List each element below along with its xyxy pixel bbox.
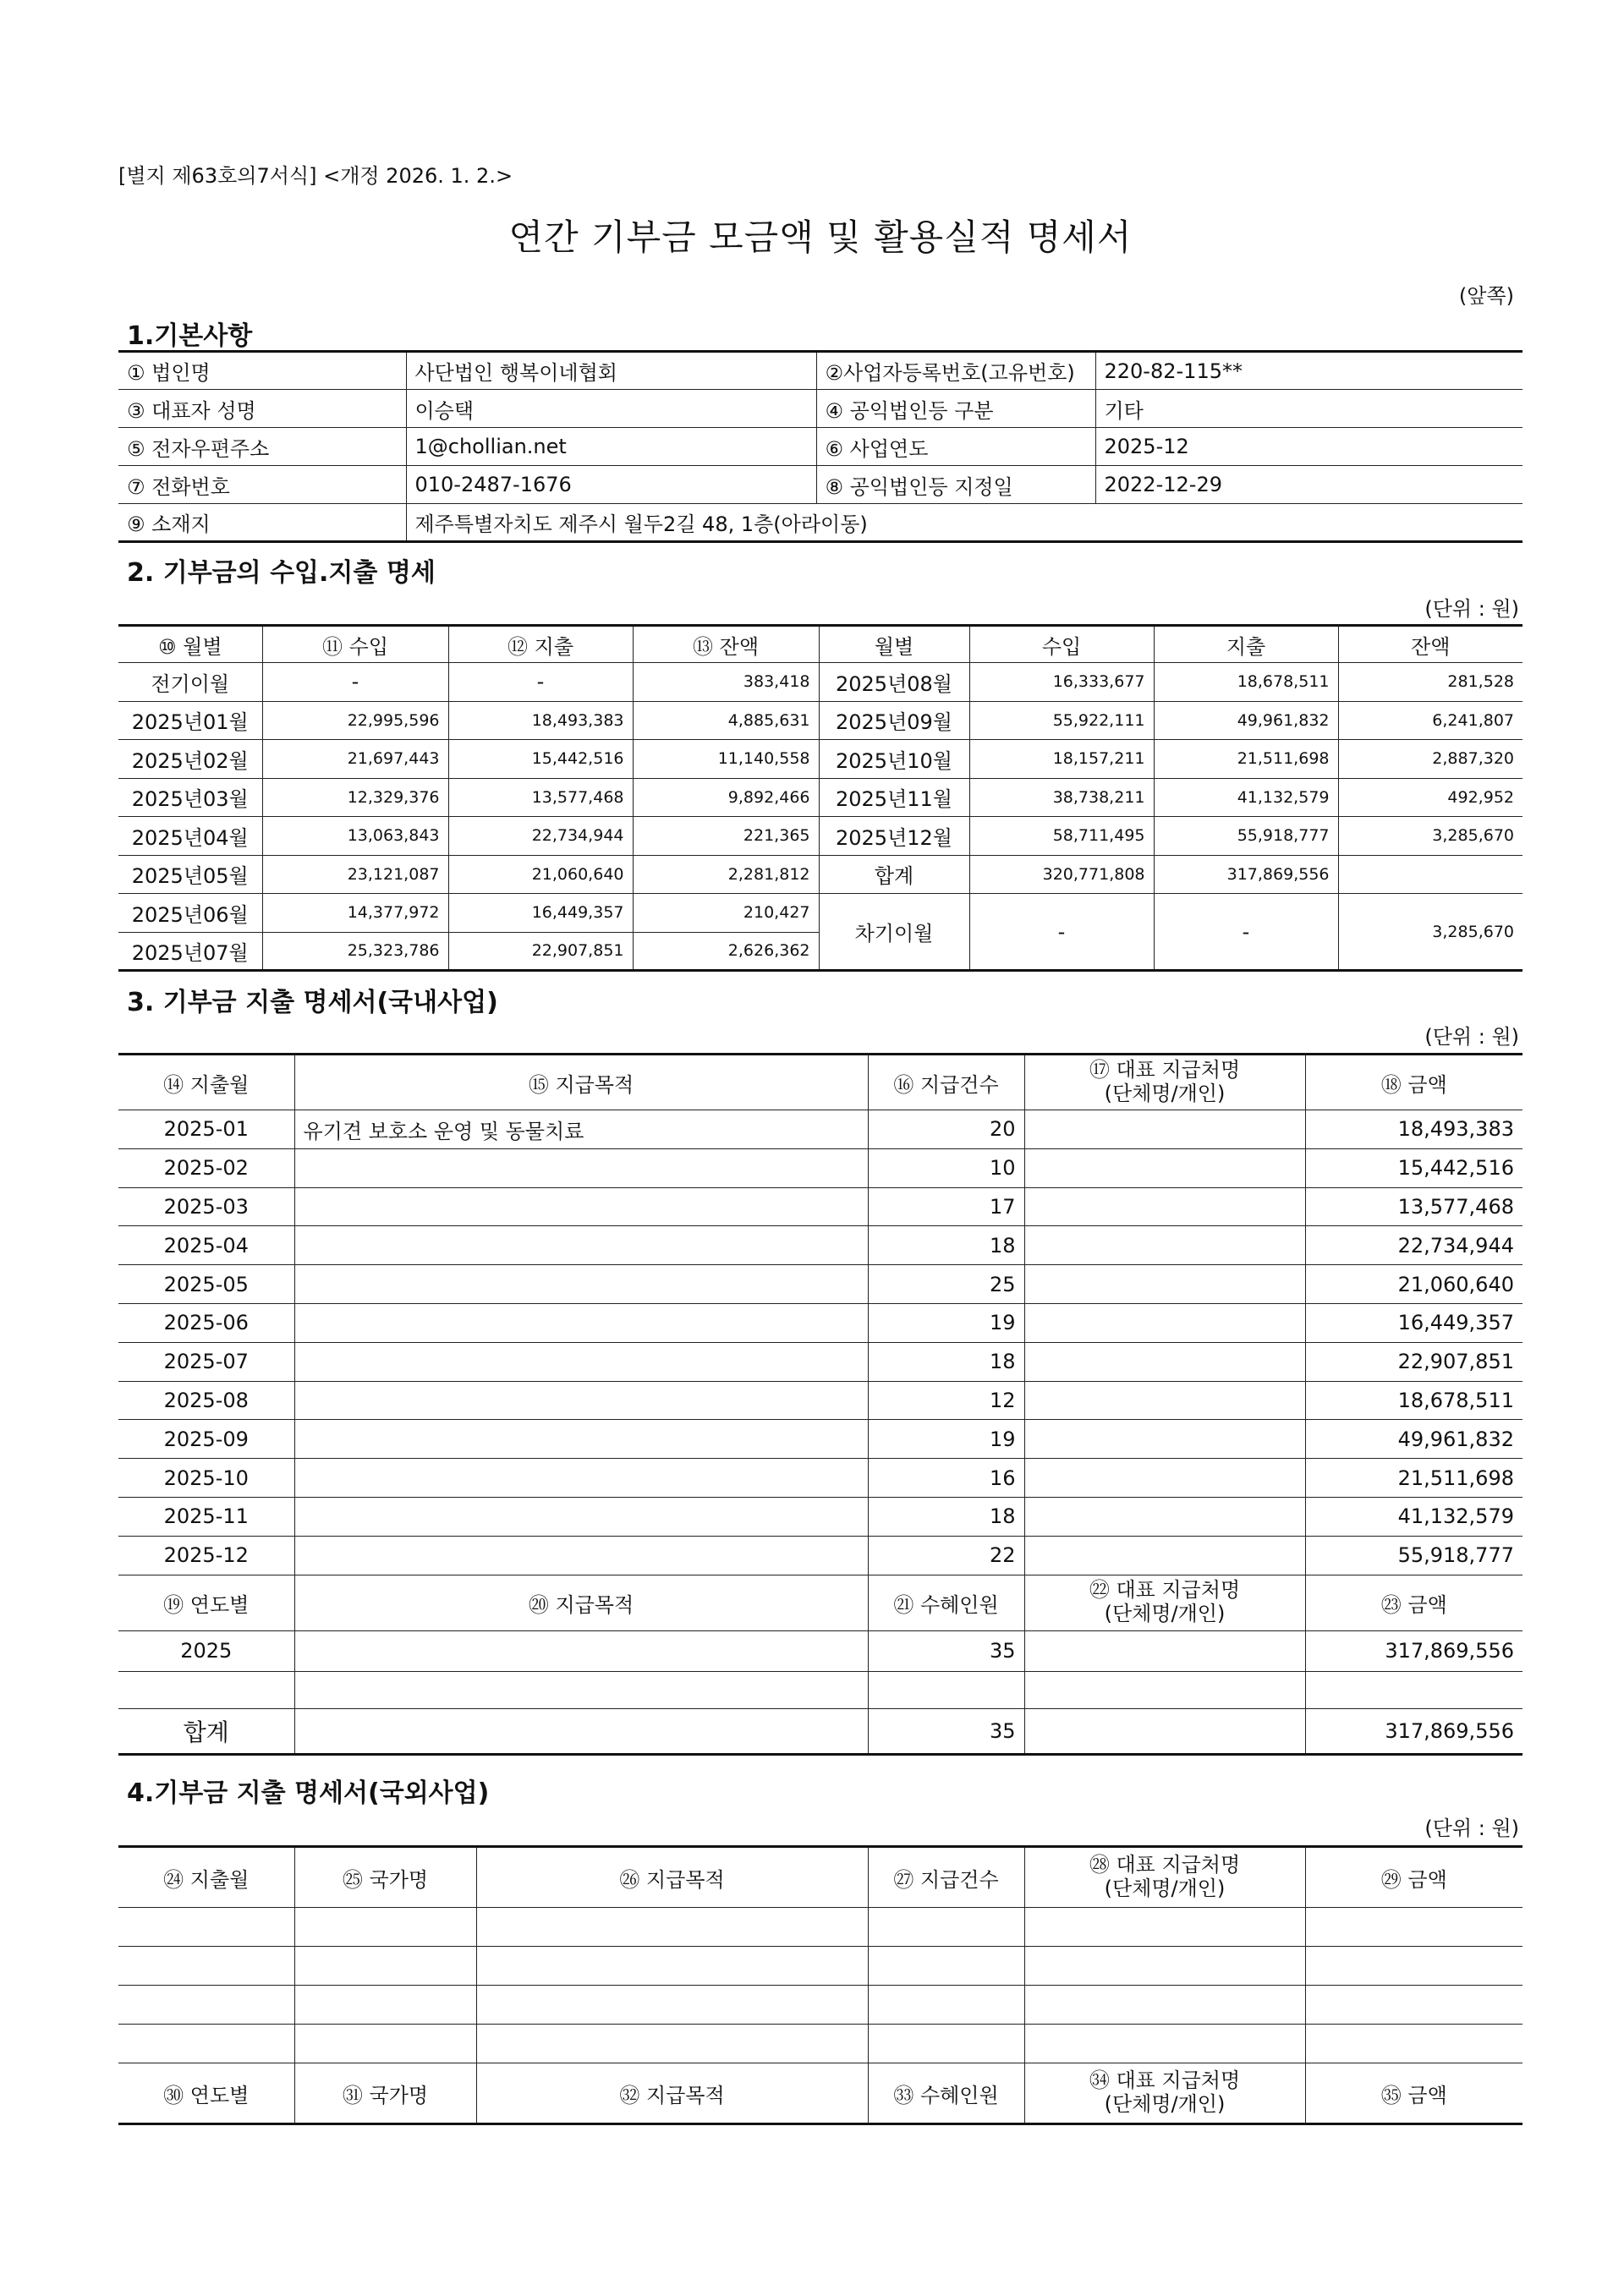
field-value: 이승택 xyxy=(406,390,816,428)
header-label: ㉒ 대표 지급처명 xyxy=(1089,1578,1241,1603)
empty-cell xyxy=(1305,1671,1522,1708)
income-expense-row xyxy=(118,855,1522,894)
recipient-cell xyxy=(1024,1342,1305,1381)
basic-info-row xyxy=(118,352,1522,390)
purpose-cell xyxy=(294,1381,868,1420)
header-sublabel: (단체명/개인) xyxy=(1104,1082,1226,1105)
income-cell: 38,738,211 xyxy=(969,778,1154,817)
domestic-row xyxy=(118,1536,1522,1575)
amount-cell: 22,734,944 xyxy=(1305,1226,1522,1265)
empty-cell xyxy=(476,1947,868,1986)
column-header: ㉛ 국가명 xyxy=(294,2063,476,2124)
domestic-row xyxy=(118,1459,1522,1498)
column-header: ⑲ 연도별 xyxy=(118,1575,294,1630)
field-value: 220-82-115** xyxy=(1095,352,1522,390)
column-header xyxy=(1024,1575,1305,1630)
column-header: 잔액 xyxy=(1338,626,1522,663)
month-cell: 2025년03월 xyxy=(118,778,262,817)
field-value: 사단법인 행복이네협회 xyxy=(406,352,816,390)
income-expense-row xyxy=(118,663,1522,702)
empty-cell xyxy=(868,1986,1024,2025)
column-header: ㉟ 금액 xyxy=(1305,2063,1522,2124)
amount-cell: 55,918,777 xyxy=(1305,1536,1522,1575)
recipient-cell xyxy=(1024,1459,1305,1498)
month-cell: 2025-06 xyxy=(118,1303,294,1342)
empty-cell xyxy=(476,1908,868,1947)
empty-cell xyxy=(294,1947,476,1986)
count-cell: 19 xyxy=(868,1303,1024,1342)
income-cell: 22,995,596 xyxy=(262,701,448,740)
income-expense-row xyxy=(118,894,1522,933)
expense-cell: 22,907,851 xyxy=(448,932,633,971)
amount-cell: 13,577,468 xyxy=(1305,1187,1522,1226)
column-header: ㉔ 지출월 xyxy=(118,1847,294,1908)
month-cell: 2025-10 xyxy=(118,1459,294,1498)
month-cell: 2025년02월 xyxy=(118,740,262,779)
expense-cell: 15,442,516 xyxy=(448,740,633,779)
income-expense-header xyxy=(118,626,1522,663)
field-value: 기타 xyxy=(1095,390,1522,428)
month-cell: 2025년08월 xyxy=(819,663,969,702)
expense-cell: 18,493,383 xyxy=(448,701,633,740)
field-label: ③ 대표자 성명 xyxy=(118,390,406,428)
purpose-cell xyxy=(294,1497,868,1536)
field-value: 2025-12 xyxy=(1095,428,1522,466)
overseas-empty-row xyxy=(118,1986,1522,2025)
empty-cell xyxy=(118,1671,294,1708)
column-header xyxy=(1024,1055,1305,1110)
income-cell: 13,063,843 xyxy=(262,817,448,856)
empty-cell xyxy=(1024,1986,1305,2025)
income-expense-row xyxy=(118,817,1522,856)
recipient-cell xyxy=(1024,1226,1305,1265)
section-3-title: 3. 기부금 지출 명세서(국내사업) xyxy=(127,988,498,1017)
count-cell: 12 xyxy=(868,1381,1024,1420)
month-cell: 2025-04 xyxy=(118,1226,294,1265)
purpose-cell xyxy=(294,1187,868,1226)
recipient-cell xyxy=(1024,1536,1305,1575)
empty-cell xyxy=(118,1986,294,2025)
total-count: 35 xyxy=(868,1708,1024,1754)
amount-cell: 16,449,357 xyxy=(1305,1303,1522,1342)
field-label: ① 법인명 xyxy=(118,352,406,390)
month-cell: 2025-12 xyxy=(118,1536,294,1575)
count-cell: 18 xyxy=(868,1342,1024,1381)
year-cell: 2025 xyxy=(118,1630,294,1671)
domestic-row xyxy=(118,1148,1522,1187)
overseas-empty-row xyxy=(118,1908,1522,1947)
field-label: ⑧ 공익법인등 지정일 xyxy=(816,466,1095,504)
domestic-row xyxy=(118,1420,1522,1459)
month-cell: 2025년07월 xyxy=(118,932,262,971)
column-header: ⑳ 지급목적 xyxy=(294,1575,868,1630)
expense-cell: - xyxy=(448,663,633,702)
empty-cell xyxy=(1024,1908,1305,1947)
header-sublabel: (단체명/개인) xyxy=(1104,1602,1226,1626)
empty-cell xyxy=(1024,2025,1305,2063)
column-header: 월별 xyxy=(819,626,969,663)
expense-cell: 317,869,556 xyxy=(1154,855,1338,894)
column-header: ⑩ 월별 xyxy=(118,626,262,663)
column-header: ⑱ 금액 xyxy=(1305,1055,1522,1110)
empty-cell xyxy=(294,1671,868,1708)
recipient-cell xyxy=(1024,1630,1305,1671)
recipient-cell xyxy=(1024,1497,1305,1536)
recipient-cell xyxy=(1024,1265,1305,1304)
column-header: ⑮ 지급목적 xyxy=(294,1055,868,1110)
balance-cell: 2,887,320 xyxy=(1338,740,1522,779)
income-cell: 21,697,443 xyxy=(262,740,448,779)
domestic-expense-table xyxy=(118,1053,1522,1756)
column-header: ㉗ 지급건수 xyxy=(868,1847,1024,1908)
balance-cell: 492,952 xyxy=(1338,778,1522,817)
carry-balance-cell: 3,285,670 xyxy=(1338,894,1522,971)
column-header xyxy=(1024,2063,1305,2124)
section-4-title: 4.기부금 지출 명세서(국외사업) xyxy=(127,1778,490,1808)
recipient-cell xyxy=(1024,1303,1305,1342)
purpose-cell xyxy=(294,1630,868,1671)
basic-info-row xyxy=(118,428,1522,466)
yearly-row xyxy=(118,1630,1522,1671)
section-1-title: 1.기본사항 xyxy=(127,321,253,351)
empty-cell xyxy=(294,2025,476,2063)
domestic-row xyxy=(118,1110,1522,1149)
month-cell: 2025년09월 xyxy=(819,701,969,740)
month-cell: 2025-02 xyxy=(118,1148,294,1187)
recipient-cell xyxy=(1024,1381,1305,1420)
income-expense-row xyxy=(118,740,1522,779)
domestic-row xyxy=(118,1226,1522,1265)
yearly-empty-row xyxy=(118,1671,1522,1708)
count-cell: 19 xyxy=(868,1420,1024,1459)
month-cell: 2025년10월 xyxy=(819,740,969,779)
column-header: ⑫ 지출 xyxy=(448,626,633,663)
count-cell: 18 xyxy=(868,1497,1024,1536)
income-expense-table xyxy=(118,624,1522,972)
section-2-title: 2. 기부금의 수입.지출 명세 xyxy=(127,558,436,588)
amount-cell: 18,678,511 xyxy=(1305,1381,1522,1420)
empty-cell xyxy=(118,2025,294,2063)
total-label: 합계 xyxy=(118,1708,294,1754)
amount-cell: 22,907,851 xyxy=(1305,1342,1522,1381)
balance-cell: 3,285,670 xyxy=(1338,817,1522,856)
column-header: ⑭ 지출월 xyxy=(118,1055,294,1110)
total-row xyxy=(118,1708,1522,1754)
field-label: ④ 공익법인등 구분 xyxy=(816,390,1095,428)
purpose-cell xyxy=(294,1265,868,1304)
income-cell: 16,333,677 xyxy=(969,663,1154,702)
purpose-cell xyxy=(294,1536,868,1575)
income-cell: 320,771,808 xyxy=(969,855,1154,894)
field-value: 010-2487-1676 xyxy=(406,466,816,504)
count-cell: 10 xyxy=(868,1148,1024,1187)
carry-month-cell: 차기이월 xyxy=(819,894,969,971)
carry-expense-cell: - xyxy=(1154,894,1338,971)
balance-cell xyxy=(1338,855,1522,894)
month-cell: 2025-01 xyxy=(118,1110,294,1149)
unit-label-4: (단위 : 원) xyxy=(1424,1817,1519,1840)
empty-cell xyxy=(1305,1908,1522,1947)
column-header: ⑯ 지급건수 xyxy=(868,1055,1024,1110)
balance-cell: 2,626,362 xyxy=(633,932,819,971)
expense-cell: 21,511,698 xyxy=(1154,740,1338,779)
beneficiaries-cell: 35 xyxy=(868,1630,1024,1671)
overseas-yearly-header xyxy=(118,2063,1522,2124)
income-cell: 14,377,972 xyxy=(262,894,448,933)
income-cell: 58,711,495 xyxy=(969,817,1154,856)
empty-cell xyxy=(476,2025,868,2063)
column-header: ㉓ 금액 xyxy=(1305,1575,1522,1630)
month-cell: 전기이월 xyxy=(118,663,262,702)
column-header: ㉕ 국가명 xyxy=(294,1847,476,1908)
empty-cell xyxy=(1305,1986,1522,2025)
recipient-cell xyxy=(1024,1110,1305,1149)
expense-cell: 18,678,511 xyxy=(1154,663,1338,702)
month-cell: 2025-05 xyxy=(118,1265,294,1304)
column-header xyxy=(1024,1847,1305,1908)
balance-cell: 2,281,812 xyxy=(633,855,819,894)
field-label: ②사업자등록번호(고유번호) xyxy=(816,352,1095,390)
count-cell: 25 xyxy=(868,1265,1024,1304)
empty-cell xyxy=(868,1671,1024,1708)
income-cell: 18,157,211 xyxy=(969,740,1154,779)
balance-cell: 383,418 xyxy=(633,663,819,702)
month-cell: 2025-09 xyxy=(118,1420,294,1459)
purpose-cell: 유기견 보호소 운영 및 동물치료 xyxy=(294,1110,868,1149)
expense-cell: 13,577,468 xyxy=(448,778,633,817)
month-cell: 2025년06월 xyxy=(118,894,262,933)
purpose-cell xyxy=(294,1148,868,1187)
balance-cell: 11,140,558 xyxy=(633,740,819,779)
amount-cell: 41,132,579 xyxy=(1305,1497,1522,1536)
amount-cell: 15,442,516 xyxy=(1305,1148,1522,1187)
domestic-header xyxy=(118,1055,1522,1110)
column-header: ㉝ 수혜인원 xyxy=(868,2063,1024,2124)
field-value: 2022-12-29 xyxy=(1095,466,1522,504)
month-cell: 2025년12월 xyxy=(819,817,969,856)
column-header: ㉙ 금액 xyxy=(1305,1847,1522,1908)
count-cell: 16 xyxy=(868,1459,1024,1498)
empty-cell xyxy=(1024,1947,1305,1986)
column-header: ㉜ 지급목적 xyxy=(476,2063,868,2124)
header-label: ㉞ 대표 지급처명 xyxy=(1089,2069,1241,2093)
balance-cell: 281,528 xyxy=(1338,663,1522,702)
column-header: ⑪ 수입 xyxy=(262,626,448,663)
overseas-header xyxy=(118,1847,1522,1908)
header-label: ⑰ 대표 지급처명 xyxy=(1089,1058,1241,1082)
income-cell: 23,121,087 xyxy=(262,855,448,894)
purpose-cell xyxy=(294,1420,868,1459)
page-side-label: (앞쪽) xyxy=(1458,284,1514,308)
form-number: [별지 제63호의7서식] <개정 2026. 1. 2.> xyxy=(118,164,513,188)
unit-label-2: (단위 : 원) xyxy=(1424,597,1519,621)
empty-cell xyxy=(868,2025,1024,2063)
month-cell: 2025-11 xyxy=(118,1497,294,1536)
field-label: ⑥ 사업연도 xyxy=(816,428,1095,466)
month-cell: 2025-08 xyxy=(118,1381,294,1420)
balance-cell: 210,427 xyxy=(633,894,819,933)
yearly-header xyxy=(118,1575,1522,1630)
column-header: ㉖ 지급목적 xyxy=(476,1847,868,1908)
amount-cell: 18,493,383 xyxy=(1305,1110,1522,1149)
domestic-row xyxy=(118,1265,1522,1304)
empty-cell xyxy=(476,1986,868,2025)
month-cell: 2025년04월 xyxy=(118,817,262,856)
basic-info-table xyxy=(118,350,1522,543)
month-cell: 2025년05월 xyxy=(118,855,262,894)
month-cell: 합계 xyxy=(819,855,969,894)
header-sublabel: (단체명/개인) xyxy=(1104,2092,1226,2116)
address-row xyxy=(118,504,1522,542)
header-sublabel: (단체명/개인) xyxy=(1104,1877,1226,1900)
domestic-row xyxy=(118,1381,1522,1420)
recipient-cell xyxy=(1024,1148,1305,1187)
column-header: ⑬ 잔액 xyxy=(633,626,819,663)
purpose-cell xyxy=(294,1342,868,1381)
income-cell: - xyxy=(262,663,448,702)
expense-cell: 21,060,640 xyxy=(448,855,633,894)
domestic-row xyxy=(118,1303,1522,1342)
domestic-row xyxy=(118,1342,1522,1381)
field-label: ⑨ 소재지 xyxy=(118,504,406,542)
income-cell: 12,329,376 xyxy=(262,778,448,817)
count-cell: 22 xyxy=(868,1536,1024,1575)
expense-cell: 41,132,579 xyxy=(1154,778,1338,817)
carry-income-cell: - xyxy=(969,894,1154,971)
balance-cell: 9,892,466 xyxy=(633,778,819,817)
expense-cell: 55,918,777 xyxy=(1154,817,1338,856)
income-cell: 55,922,111 xyxy=(969,701,1154,740)
overseas-expense-table xyxy=(118,1845,1522,2125)
unit-label-3: (단위 : 원) xyxy=(1424,1025,1519,1049)
overseas-empty-row xyxy=(118,1947,1522,1986)
basic-info-row xyxy=(118,466,1522,504)
recipient-cell xyxy=(1024,1420,1305,1459)
amount-cell: 21,060,640 xyxy=(1305,1265,1522,1304)
column-header: ㉑ 수혜인원 xyxy=(868,1575,1024,1630)
expense-cell: 16,449,357 xyxy=(448,894,633,933)
total-amount: 317,869,556 xyxy=(1305,1708,1522,1754)
purpose-cell xyxy=(294,1303,868,1342)
page-title: 연간 기부금 모금액 및 활용실적 명세서 xyxy=(508,216,1133,258)
empty-cell xyxy=(1305,1947,1522,1986)
empty-cell xyxy=(1024,1671,1305,1708)
balance-cell: 4,885,631 xyxy=(633,701,819,740)
month-cell: 2025-03 xyxy=(118,1187,294,1226)
purpose-cell xyxy=(294,1459,868,1498)
expense-cell: 49,961,832 xyxy=(1154,701,1338,740)
empty-cell xyxy=(868,1947,1024,1986)
domestic-row xyxy=(118,1497,1522,1536)
empty-cell xyxy=(1305,2025,1522,2063)
recipient-cell xyxy=(1024,1187,1305,1226)
amount-cell: 317,869,556 xyxy=(1305,1630,1522,1671)
field-value: 1@chollian.net xyxy=(406,428,816,466)
field-label: ⑤ 전자우편주소 xyxy=(118,428,406,466)
empty-cell xyxy=(118,1947,294,1986)
income-cell: 25,323,786 xyxy=(262,932,448,971)
empty-cell xyxy=(294,1986,476,2025)
count-cell: 17 xyxy=(868,1187,1024,1226)
empty-cell xyxy=(1024,1708,1305,1754)
month-cell: 2025-07 xyxy=(118,1342,294,1381)
amount-cell: 21,511,698 xyxy=(1305,1459,1522,1498)
income-expense-row xyxy=(118,778,1522,817)
empty-cell xyxy=(868,1908,1024,1947)
month-cell: 2025년01월 xyxy=(118,701,262,740)
income-expense-row xyxy=(118,701,1522,740)
count-cell: 20 xyxy=(868,1110,1024,1149)
overseas-empty-row xyxy=(118,2025,1522,2063)
expense-cell: 22,734,944 xyxy=(448,817,633,856)
header-label: ㉘ 대표 지급처명 xyxy=(1089,1853,1241,1877)
month-cell: 2025년11월 xyxy=(819,778,969,817)
balance-cell: 6,241,807 xyxy=(1338,701,1522,740)
column-header: 수입 xyxy=(969,626,1154,663)
empty-cell xyxy=(294,1908,476,1947)
empty-cell xyxy=(118,1908,294,1947)
address-value: 제주특별자치도 제주시 월두2길 48, 1층(아라이동) xyxy=(406,504,1522,542)
empty-cell xyxy=(294,1708,868,1754)
column-header: 지출 xyxy=(1154,626,1338,663)
column-header: ㉚ 연도별 xyxy=(118,2063,294,2124)
balance-cell: 221,365 xyxy=(633,817,819,856)
amount-cell: 49,961,832 xyxy=(1305,1420,1522,1459)
count-cell: 18 xyxy=(868,1226,1024,1265)
domestic-row xyxy=(118,1187,1522,1226)
field-label: ⑦ 전화번호 xyxy=(118,466,406,504)
purpose-cell xyxy=(294,1226,868,1265)
basic-info-row xyxy=(118,390,1522,428)
